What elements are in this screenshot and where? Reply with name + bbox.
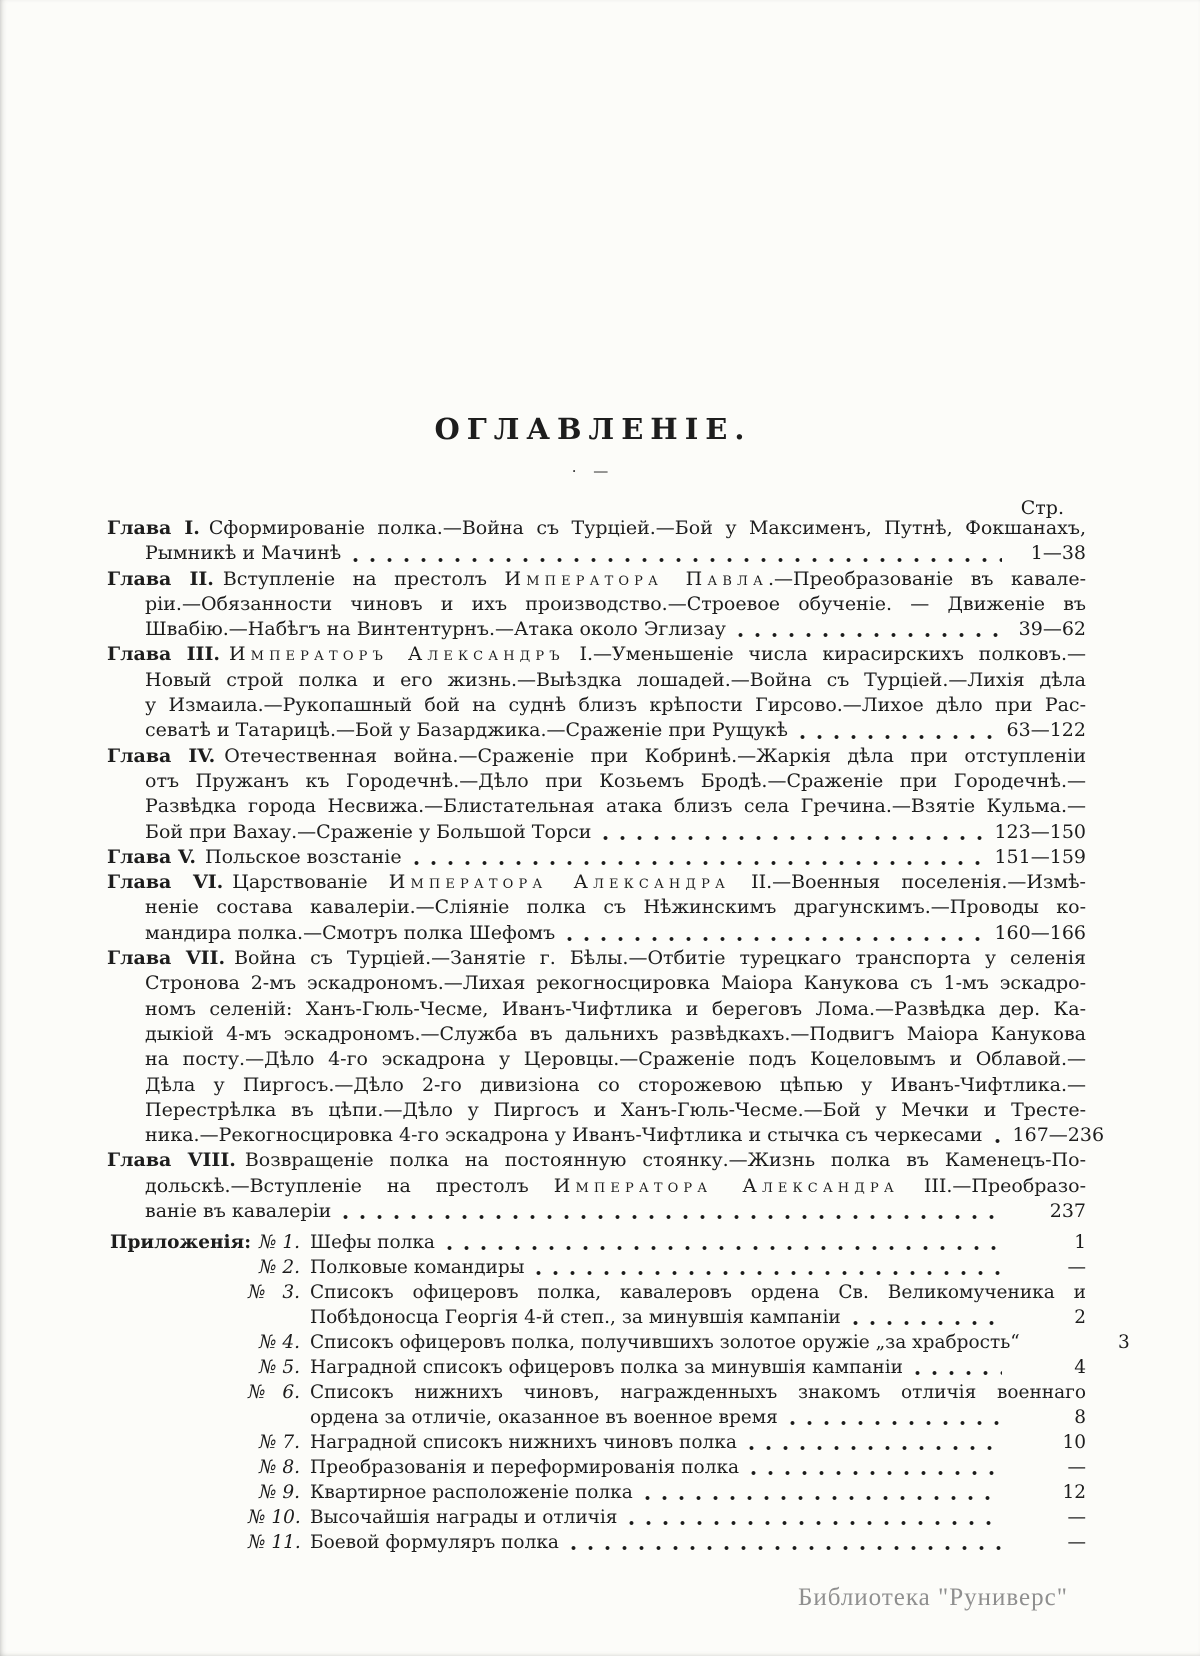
toc-line <box>98 617 1086 642</box>
line-text: Стронова 2-мъ эскадрономъ.—Лихая рекогносцировка Маіора Канукова съ 1-мъ эскадро- <box>145 972 1086 995</box>
page-number: 10 <box>1062 1432 1086 1453</box>
page-number: 8 <box>1074 1407 1086 1428</box>
dot-leader <box>915 1370 1002 1376</box>
toc-line <box>98 642 1086 667</box>
toc-line <box>98 541 1086 566</box>
title-ornament: · — <box>571 462 615 480</box>
toc-line <box>98 845 1086 870</box>
line-text: Квартирное расположеніе полка <box>310 1482 633 1503</box>
appendix-section-label <box>110 1405 248 1430</box>
dot-leader <box>751 1470 1002 1476</box>
line-text: Списокъ нижнихъ чиновъ, награжденныхъ знакомъ отличія военнаго <box>310 1382 1086 1403</box>
page-number: 151—159 <box>994 845 1086 868</box>
dot-leader <box>536 1270 1002 1276</box>
dot-leader <box>571 1545 1002 1551</box>
line-text: номъ селеній: Ханъ-Гюль-Чесме, Иванъ-Чифтлика и береговъ Лома.—Развѣдка дер. Ка- <box>145 997 1086 1020</box>
line-text: отъ Пружанъ къ Городечнѣ.—Дѣло при Козьемъ Бродѣ.—Сраженіе при Городечнѣ.— <box>145 769 1086 792</box>
page-number: — <box>1067 1532 1086 1553</box>
appendix-section-label <box>110 1330 248 1355</box>
line-text: ника.—Рекогносцировка 4-го эскадрона у Иванъ-Чифтлика и стычка съ черкесами <box>145 1124 983 1147</box>
appendix-item-number: № 6. <box>248 1382 300 1403</box>
page-number: — <box>1067 1457 1086 1478</box>
dot-leader <box>749 1445 1002 1451</box>
chapter-label: Глава VIII. <box>107 1149 236 1172</box>
toc-line <box>98 946 1086 971</box>
chapter-label: Глава I. <box>107 517 200 539</box>
page-number: 4 <box>1074 1357 1086 1378</box>
smallcaps-text: Императора Александра <box>388 871 730 894</box>
dot-leader <box>414 860 991 866</box>
line-text: ріи.—Обязанности чиновъ и ихъ производство.—Строевое обученіе. — Движеніе въ <box>145 592 1086 615</box>
appendix-section-label <box>110 1280 248 1305</box>
appendix-section-label: Приложенія: <box>110 1232 252 1253</box>
line-text: Возвращеніе полка на постоянную стоянку.—Жизнь полка въ Каменецъ-По- <box>244 1149 1086 1172</box>
toc-line <box>98 769 1086 794</box>
line-text: Списокъ офицеровъ полка, кавалеровъ ордена Св. Великомученика и <box>310 1282 1086 1303</box>
page-number: 1—38 <box>1030 542 1086 565</box>
line-text: мандира полка.—Смотръ полка Шефомъ <box>145 921 556 944</box>
line-text: дольскѣ.—Вступленіе на престолъ Императора Александра III.—Преобразо- <box>145 1174 1086 1197</box>
appendix-item-number: № 1. <box>258 1232 300 1253</box>
line-text: Преобразованія и переформированія полка <box>310 1457 740 1478</box>
smallcaps-text: Императора Павла <box>504 567 768 590</box>
appendix-line <box>98 1455 1086 1480</box>
toc-chapter-list <box>98 516 1105 1224</box>
line-text: Польское возстаніе <box>205 845 402 868</box>
dot-leader <box>800 734 1002 740</box>
toc-line <box>98 1098 1086 1123</box>
dot-leader <box>645 1495 1002 1501</box>
appendix-line <box>98 1405 1086 1430</box>
toc-line <box>98 668 1086 693</box>
toc-line <box>98 1022 1086 1047</box>
dot-leader <box>629 1520 1002 1526</box>
appendix-line <box>98 1355 1086 1380</box>
appendix-section-label <box>110 1305 248 1330</box>
toc-line <box>98 1174 1086 1199</box>
appendix-line <box>98 1280 1086 1305</box>
appendix-item-number: № 2. <box>258 1257 300 1278</box>
page-number: 237 <box>1049 1200 1086 1223</box>
appendix-section-label <box>110 1255 248 1280</box>
page-number: 2 <box>1074 1307 1086 1328</box>
toc-line <box>98 794 1086 819</box>
line-text: Побѣдоносца Георгія 4-й степ., за минувшія кампаніи <box>310 1307 841 1328</box>
line-text: Отечественная война.—Сраженіе при Кобринѣ.—Жаркія дѣла при отступленіи <box>224 744 1086 767</box>
line-text: Развѣдка города Несвижа.—Блистательная атака близъ села Гречина.—Взятіе Кульма.— <box>145 795 1086 818</box>
page-number: 39—62 <box>1018 618 1086 641</box>
line-text: Царствованіе Императора Александра II.—Военныя поселенія.—Измѣ- <box>232 871 1086 894</box>
appendix-item-number: № 5. <box>258 1357 300 1378</box>
chapter-label: Глава V. <box>107 845 196 868</box>
toc-line <box>98 870 1086 895</box>
appendix-item-number: № 3. <box>248 1282 300 1303</box>
page-number: 12 <box>1062 1482 1086 1503</box>
toc-line <box>98 971 1086 996</box>
appendix-section-label <box>110 1380 248 1405</box>
line-text: Бой при Вахау.—Сраженіе у Большой Торси <box>145 820 592 843</box>
appendix-line <box>98 1430 1086 1455</box>
appendix-line <box>98 1480 1086 1505</box>
dot-leader <box>353 557 1002 563</box>
appendix-item-number: № 9. <box>258 1482 300 1503</box>
chapter-label: Глава II. <box>107 567 214 590</box>
line-text: Сформированіе полка.—Война съ Турціей.—Бой у Максименъ, Путнѣ, Фокшанахъ, <box>208 517 1086 539</box>
toc-line <box>98 1047 1086 1072</box>
chapter-label: Глава IV. <box>107 744 216 767</box>
appendix-section-label <box>110 1455 248 1480</box>
line-text: Швабію.—Набѣгъ на Винтентурнъ.—Атака около Эглизау <box>145 618 726 641</box>
appendix-section-label <box>110 1505 248 1530</box>
line-text: Императоръ Александръ I.—Уменьшеніе числа кирасирскихъ полковъ.— <box>228 643 1086 666</box>
appendix-item-number: № 4. <box>258 1332 300 1353</box>
appendix-section-label <box>110 1355 248 1380</box>
line-text: Списокъ офицеровъ полка, получившихъ золотое оружіе „за храбрость“ <box>310 1332 1020 1353</box>
toc-line <box>98 1199 1086 1224</box>
appendix-item-number: № 10. <box>248 1507 301 1528</box>
dot-leader <box>853 1320 1002 1326</box>
toc-line <box>98 567 1086 592</box>
line-text: Наградной списокъ офицеровъ полка за минувшія кампаніи <box>310 1357 904 1378</box>
page-number: 63—122 <box>1006 719 1086 742</box>
appendix-line <box>98 1255 1086 1280</box>
line-text: у Измаила.—Рукопашный бой на суднѣ близъ крѣпости Гирсово.—Лихое дѣло при Рас- <box>145 694 1086 717</box>
dot-leader <box>995 1138 1009 1144</box>
appendix-line <box>98 1305 1086 1330</box>
page-number: 3 <box>1117 1332 1130 1353</box>
line-text: Наградной списокъ нижнихъ чиновъ полка <box>310 1432 737 1453</box>
page-number: 160—166 <box>994 921 1086 944</box>
dot-leader <box>567 936 990 942</box>
smallcaps-text: Императора Александра <box>553 1174 899 1197</box>
line-text: неніе состава кавалеріи.—Сліяніе полка съ Нѣжинскимъ драгунскимъ.—Проводы ко- <box>145 896 1086 919</box>
toc-line <box>98 516 1086 541</box>
page-number: — <box>1067 1507 1086 1528</box>
dot-leader <box>738 632 1002 638</box>
chapter-label: Глава III. <box>107 643 220 666</box>
dot-leader <box>343 1214 1002 1220</box>
appendix-line <box>98 1330 1130 1355</box>
appendix-item-number: № 11. <box>248 1532 301 1553</box>
page-column-header: Стр. <box>1020 497 1064 519</box>
line-text: Перестрѣлка въ цѣпи.—Дѣло у Пиргосъ и Ханъ-Гюль-Чесме.—Бой у Мечки и Тресте- <box>145 1098 1086 1121</box>
watermark: Библиотека "Руниверс" <box>798 1584 1068 1611</box>
appendix-item-number: № 7. <box>258 1432 300 1453</box>
dot-leader <box>1032 1345 1046 1351</box>
appendix-item-number <box>248 1405 300 1430</box>
line-text: Вступленіе на престолъ Императора Павла.—Преобразованіе въ кавале- <box>222 567 1086 590</box>
line-text: Война съ Турціей.—Занятіе г. Бѣлы.—Отбитіе турецкаго транспорта у селенія <box>234 947 1086 970</box>
toc-line <box>98 693 1086 718</box>
line-text: ваніе въ кавалеріи <box>145 1200 332 1223</box>
appendix-section-label <box>110 1430 248 1455</box>
appendix-section-label <box>110 1480 248 1505</box>
dot-leader <box>447 1245 1002 1251</box>
toc-appendix-list <box>98 1230 1130 1555</box>
page-title: ОГЛАВЛЕНІЕ. <box>434 412 752 446</box>
toc-line <box>98 921 1086 946</box>
toc-line <box>98 895 1086 920</box>
toc-line <box>98 820 1086 845</box>
toc-line <box>98 718 1086 743</box>
toc-line <box>98 744 1086 769</box>
line-text: на посту.—Дѣло 4-го эскадрона у Церовцы.—Сраженіе подъ Коцеловымъ и Облавой.— <box>145 1048 1086 1071</box>
chapter-label: Глава VII. <box>107 947 226 970</box>
page-number: 123—150 <box>994 820 1086 843</box>
line-text: севатѣ и Татарицѣ.—Бой у Базарджика.—Сраженіе при Рущукѣ <box>145 719 788 742</box>
appendix-section-label <box>110 1530 248 1555</box>
page-number: — <box>1067 1257 1086 1278</box>
toc-line <box>98 1148 1086 1173</box>
line-text: ордена за отличіе, оказанное въ военное время <box>310 1407 778 1428</box>
appendix-item-number <box>248 1305 300 1330</box>
line-text: Шефы полка <box>310 1232 435 1253</box>
appendix-line <box>98 1230 1086 1255</box>
line-text: Дѣла у Пиргосъ.—Дѣло 2-го дивизіона со сторожевою цѣпью у Иванъ-Чифтлика.— <box>145 1073 1086 1096</box>
appendix-line <box>98 1380 1086 1405</box>
line-text: Новый строй полка и его жизнь.—Выѣздка лошадей.—Война съ Турціей.—Лихія дѣла <box>145 668 1086 691</box>
line-text: Высочайшія награды и отличія <box>310 1507 618 1528</box>
smallcaps-text: Императоръ Александръ <box>228 643 565 666</box>
toc-line <box>98 592 1086 617</box>
dot-leader <box>790 1420 1002 1426</box>
toc-line <box>98 997 1086 1022</box>
dot-leader <box>603 835 990 841</box>
appendix-item-number: № 8. <box>258 1457 300 1478</box>
page-number: 167—236 <box>1012 1124 1105 1147</box>
toc-line <box>98 1123 1105 1148</box>
line-text: дыкіой 4-мъ эскадрономъ.—Служба въ дальнихъ развѣдкахъ.—Подвигъ Маіора Канукова <box>145 1022 1086 1045</box>
line-text: Полковые командиры <box>310 1257 525 1278</box>
appendix-line <box>98 1530 1086 1555</box>
page-number: 1 <box>1074 1232 1086 1253</box>
toc-line <box>98 1073 1086 1098</box>
appendix-line <box>98 1505 1086 1530</box>
line-text: Рымникѣ и Мачинѣ <box>145 542 342 565</box>
chapter-label: Глава VI. <box>107 871 224 894</box>
line-text: Боевой формуляръ полка <box>310 1532 559 1553</box>
